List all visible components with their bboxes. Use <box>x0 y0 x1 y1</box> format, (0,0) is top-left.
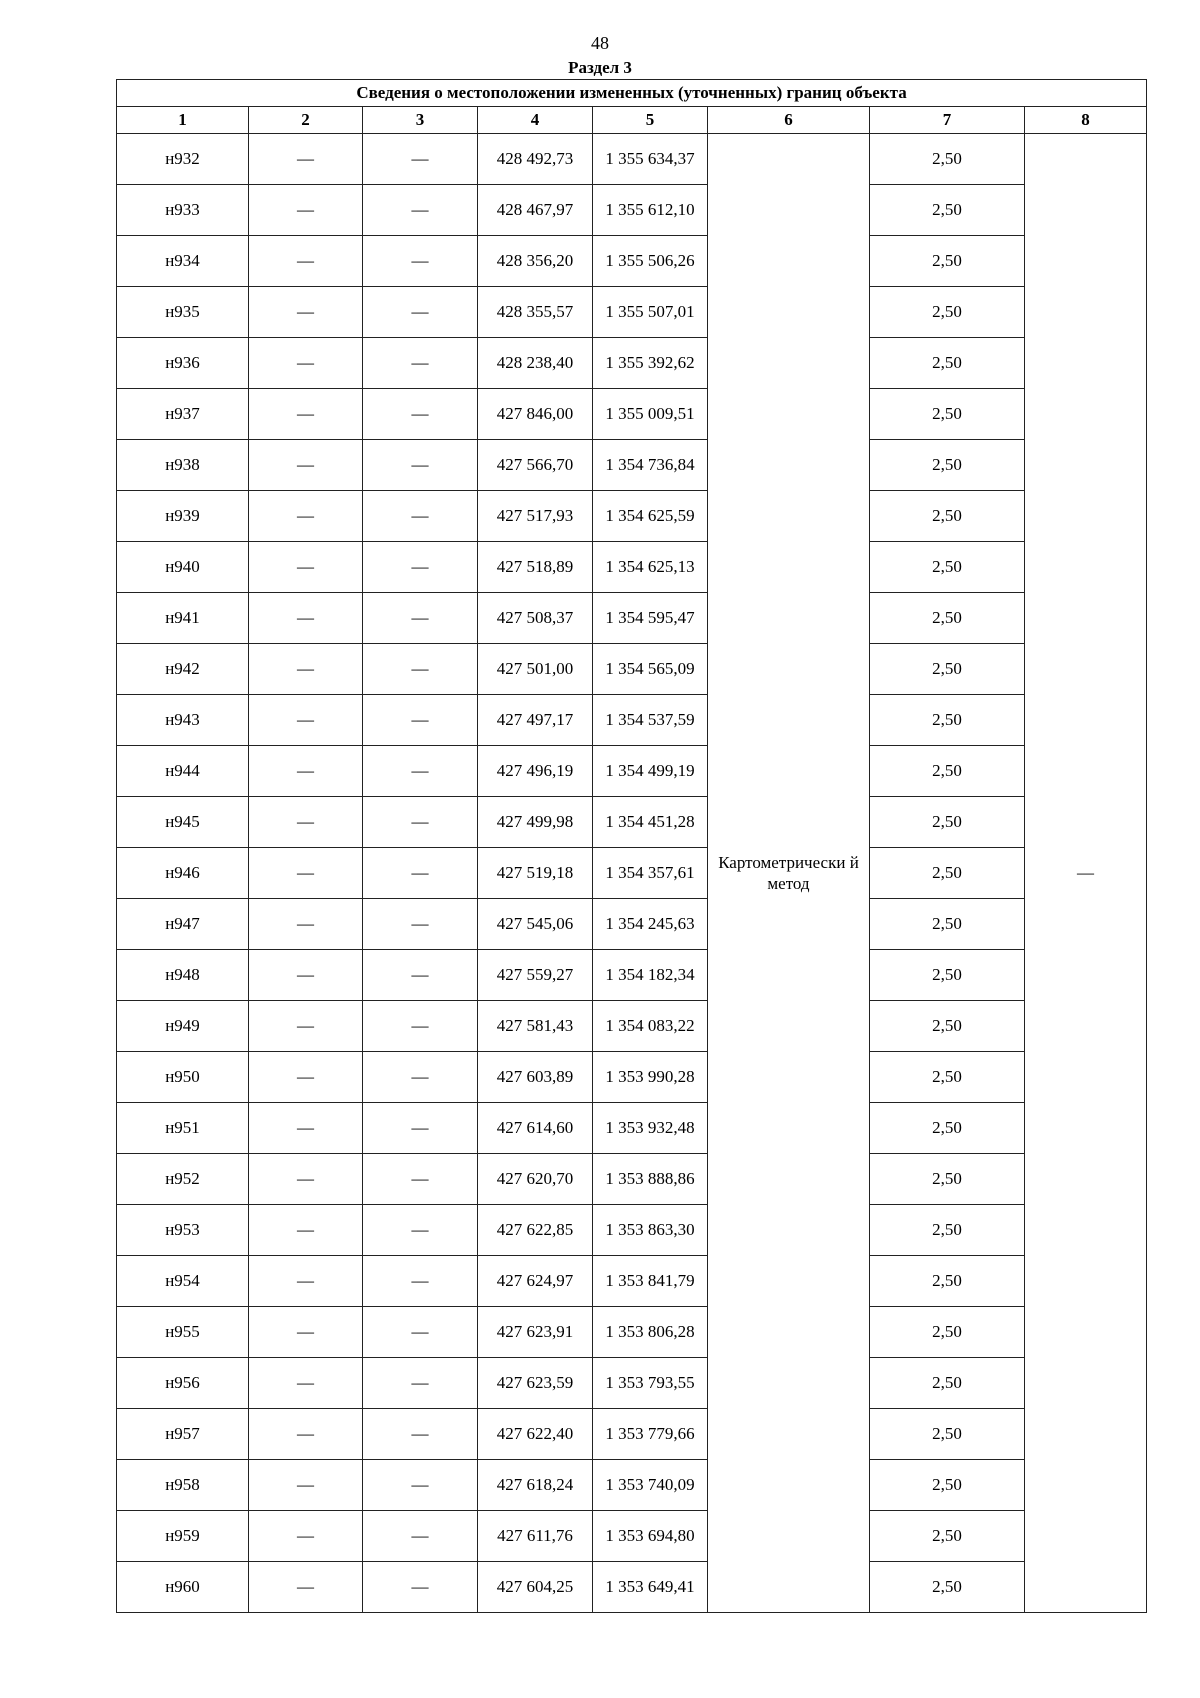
column-3-cell: — <box>363 1103 478 1154</box>
y-coordinate-cell: 1 353 740,09 <box>593 1460 708 1511</box>
column-3-cell: — <box>363 593 478 644</box>
column-header: 3 <box>363 107 478 134</box>
point-number-cell: н940 <box>117 542 249 593</box>
accuracy-cell: 2,50 <box>870 440 1025 491</box>
table-row <box>117 389 1147 440</box>
column-3-cell: — <box>363 338 478 389</box>
x-coordinate-cell: 428 467,97 <box>478 185 593 236</box>
table-caption: Сведения о местоположении измененных (уточненных) границ объекта <box>117 80 1147 107</box>
accuracy-cell: 2,50 <box>870 644 1025 695</box>
x-coordinate-cell: 427 518,89 <box>478 542 593 593</box>
accuracy-cell: 2,50 <box>870 848 1025 899</box>
y-coordinate-cell: 1 353 779,66 <box>593 1409 708 1460</box>
y-coordinate-cell: 1 353 694,80 <box>593 1511 708 1562</box>
column-8-cell: — <box>1025 134 1147 1613</box>
column-3-cell: — <box>363 1052 478 1103</box>
table-row <box>117 695 1147 746</box>
y-coordinate-cell: 1 354 245,63 <box>593 899 708 950</box>
point-number-cell: н942 <box>117 644 249 695</box>
column-3-cell: — <box>363 746 478 797</box>
column-2-cell: — <box>249 1256 363 1307</box>
section-title: Раздел 3 <box>568 58 632 77</box>
table-body <box>117 134 1147 1613</box>
column-2-cell: — <box>249 746 363 797</box>
column-header: 2 <box>249 107 363 134</box>
column-2-cell: — <box>249 1205 363 1256</box>
point-number-cell: н947 <box>117 899 249 950</box>
point-number-cell: н934 <box>117 236 249 287</box>
point-number-cell: н959 <box>117 1511 249 1562</box>
column-2-cell: — <box>249 1001 363 1052</box>
point-number-cell: н943 <box>117 695 249 746</box>
accuracy-cell: 2,50 <box>870 389 1025 440</box>
y-coordinate-cell: 1 354 736,84 <box>593 440 708 491</box>
point-number-cell: н948 <box>117 950 249 1001</box>
table-row <box>117 1154 1147 1205</box>
column-3-cell: — <box>363 797 478 848</box>
table-row <box>117 236 1147 287</box>
column-3-cell: — <box>363 1154 478 1205</box>
point-number-cell: н936 <box>117 338 249 389</box>
x-coordinate-cell: 427 559,27 <box>478 950 593 1001</box>
accuracy-cell: 2,50 <box>870 134 1025 185</box>
y-coordinate-cell: 1 354 595,47 <box>593 593 708 644</box>
y-coordinate-cell: 1 353 932,48 <box>593 1103 708 1154</box>
y-coordinate-cell: 1 353 649,41 <box>593 1562 708 1613</box>
column-3-cell: — <box>363 1358 478 1409</box>
column-2-cell: — <box>249 491 363 542</box>
column-3-cell: — <box>363 236 478 287</box>
column-2-cell: — <box>249 185 363 236</box>
y-coordinate-cell: 1 355 506,26 <box>593 236 708 287</box>
x-coordinate-cell: 427 603,89 <box>478 1052 593 1103</box>
column-2-cell: — <box>249 848 363 899</box>
column-header: 6 <box>708 107 870 134</box>
table-row <box>117 491 1147 542</box>
x-coordinate-cell: 427 508,37 <box>478 593 593 644</box>
column-2-cell: — <box>249 1409 363 1460</box>
y-coordinate-cell: 1 354 083,22 <box>593 1001 708 1052</box>
point-number-cell: н932 <box>117 134 249 185</box>
point-number-cell: н939 <box>117 491 249 542</box>
y-coordinate-cell: 1 354 537,59 <box>593 695 708 746</box>
accuracy-cell: 2,50 <box>870 1103 1025 1154</box>
column-2-cell: — <box>249 1460 363 1511</box>
y-coordinate-cell: 1 355 634,37 <box>593 134 708 185</box>
y-coordinate-cell: 1 353 863,30 <box>593 1205 708 1256</box>
table-row <box>117 440 1147 491</box>
column-2-cell: — <box>249 950 363 1001</box>
point-number-cell: н953 <box>117 1205 249 1256</box>
y-coordinate-cell: 1 353 793,55 <box>593 1358 708 1409</box>
table-row <box>117 797 1147 848</box>
column-3-cell: — <box>363 491 478 542</box>
x-coordinate-cell: 428 238,40 <box>478 338 593 389</box>
table-row <box>117 1205 1147 1256</box>
column-header: 5 <box>593 107 708 134</box>
y-coordinate-cell: 1 353 888,86 <box>593 1154 708 1205</box>
column-2-cell: — <box>249 1103 363 1154</box>
column-3-cell: — <box>363 1460 478 1511</box>
page-number: 48 <box>591 33 609 53</box>
accuracy-cell: 2,50 <box>870 899 1025 950</box>
point-number-cell: н933 <box>117 185 249 236</box>
column-3-cell: — <box>363 287 478 338</box>
column-3-cell: — <box>363 644 478 695</box>
accuracy-cell: 2,50 <box>870 185 1025 236</box>
column-2-cell: — <box>249 1511 363 1562</box>
column-2-cell: — <box>249 134 363 185</box>
column-2-cell: — <box>249 389 363 440</box>
y-coordinate-cell: 1 354 357,61 <box>593 848 708 899</box>
y-coordinate-cell: 1 355 009,51 <box>593 389 708 440</box>
column-3-cell: — <box>363 1001 478 1052</box>
x-coordinate-cell: 427 846,00 <box>478 389 593 440</box>
accuracy-cell: 2,50 <box>870 1511 1025 1562</box>
x-coordinate-cell: 427 620,70 <box>478 1154 593 1205</box>
table-row <box>117 848 1147 899</box>
table-row <box>117 950 1147 1001</box>
point-number-cell: н951 <box>117 1103 249 1154</box>
point-number-cell: н935 <box>117 287 249 338</box>
point-number-cell: н949 <box>117 1001 249 1052</box>
accuracy-cell: 2,50 <box>870 1562 1025 1613</box>
column-3-cell: — <box>363 848 478 899</box>
column-header: 8 <box>1025 107 1147 134</box>
column-2-cell: — <box>249 593 363 644</box>
column-2-cell: — <box>249 542 363 593</box>
column-2-cell: — <box>249 1154 363 1205</box>
accuracy-cell: 2,50 <box>870 1205 1025 1256</box>
table-row <box>117 134 1147 185</box>
accuracy-cell: 2,50 <box>870 1256 1025 1307</box>
column-2-cell: — <box>249 695 363 746</box>
column-2-cell: — <box>249 440 363 491</box>
y-coordinate-cell: 1 353 841,79 <box>593 1256 708 1307</box>
x-coordinate-cell: 427 501,00 <box>478 644 593 695</box>
point-number-cell: н952 <box>117 1154 249 1205</box>
y-coordinate-cell: 1 353 806,28 <box>593 1307 708 1358</box>
x-coordinate-cell: 427 517,93 <box>478 491 593 542</box>
point-number-cell: н956 <box>117 1358 249 1409</box>
x-coordinate-cell: 427 611,76 <box>478 1511 593 1562</box>
table-row <box>117 593 1147 644</box>
column-2-cell: — <box>249 287 363 338</box>
column-3-cell: — <box>363 389 478 440</box>
column-2-cell: — <box>249 644 363 695</box>
point-number-cell: н960 <box>117 1562 249 1613</box>
table-row <box>117 1052 1147 1103</box>
y-coordinate-cell: 1 354 499,19 <box>593 746 708 797</box>
column-header: 4 <box>478 107 593 134</box>
column-3-cell: — <box>363 185 478 236</box>
x-coordinate-cell: 427 604,25 <box>478 1562 593 1613</box>
point-number-cell: н958 <box>117 1460 249 1511</box>
accuracy-cell: 2,50 <box>870 695 1025 746</box>
column-3-cell: — <box>363 899 478 950</box>
y-coordinate-cell: 1 354 625,59 <box>593 491 708 542</box>
table-row <box>117 899 1147 950</box>
table-row <box>117 1001 1147 1052</box>
accuracy-cell: 2,50 <box>870 1307 1025 1358</box>
accuracy-cell: 2,50 <box>870 1409 1025 1460</box>
accuracy-cell: 2,50 <box>870 287 1025 338</box>
accuracy-cell: 2,50 <box>870 1358 1025 1409</box>
point-number-cell: н955 <box>117 1307 249 1358</box>
y-coordinate-cell: 1 355 392,62 <box>593 338 708 389</box>
y-coordinate-cell: 1 354 625,13 <box>593 542 708 593</box>
column-3-cell: — <box>363 1562 478 1613</box>
table-row <box>117 542 1147 593</box>
accuracy-cell: 2,50 <box>870 542 1025 593</box>
table-row <box>117 1307 1147 1358</box>
column-3-cell: — <box>363 950 478 1001</box>
x-coordinate-cell: 427 545,06 <box>478 899 593 950</box>
x-coordinate-cell: 428 492,73 <box>478 134 593 185</box>
method-cell: Картометрически й метод <box>708 134 870 1613</box>
accuracy-cell: 2,50 <box>870 593 1025 644</box>
column-3-cell: — <box>363 1307 478 1358</box>
x-coordinate-cell: 428 355,57 <box>478 287 593 338</box>
column-2-cell: — <box>249 236 363 287</box>
coordinates-table <box>116 79 1147 1613</box>
y-coordinate-cell: 1 354 451,28 <box>593 797 708 848</box>
column-2-cell: — <box>249 1562 363 1613</box>
x-coordinate-cell: 427 497,17 <box>478 695 593 746</box>
column-3-cell: — <box>363 134 478 185</box>
column-2-cell: — <box>249 338 363 389</box>
column-3-cell: — <box>363 1205 478 1256</box>
x-coordinate-cell: 427 499,98 <box>478 797 593 848</box>
x-coordinate-cell: 427 566,70 <box>478 440 593 491</box>
y-coordinate-cell: 1 355 612,10 <box>593 185 708 236</box>
x-coordinate-cell: 427 622,40 <box>478 1409 593 1460</box>
column-3-cell: — <box>363 695 478 746</box>
column-2-cell: — <box>249 899 363 950</box>
column-3-cell: — <box>363 1409 478 1460</box>
table-row <box>117 1409 1147 1460</box>
point-number-cell: н937 <box>117 389 249 440</box>
accuracy-cell: 2,50 <box>870 950 1025 1001</box>
column-3-cell: — <box>363 542 478 593</box>
accuracy-cell: 2,50 <box>870 746 1025 797</box>
y-coordinate-cell: 1 353 990,28 <box>593 1052 708 1103</box>
y-coordinate-cell: 1 354 565,09 <box>593 644 708 695</box>
table-row <box>117 1103 1147 1154</box>
column-2-cell: — <box>249 1052 363 1103</box>
table-row <box>117 746 1147 797</box>
table-row <box>117 1511 1147 1562</box>
point-number-cell: н950 <box>117 1052 249 1103</box>
table-row <box>117 1562 1147 1613</box>
point-number-cell: н957 <box>117 1409 249 1460</box>
y-coordinate-cell: 1 355 507,01 <box>593 287 708 338</box>
table-row <box>117 185 1147 236</box>
x-coordinate-cell: 427 623,59 <box>478 1358 593 1409</box>
accuracy-cell: 2,50 <box>870 1052 1025 1103</box>
table-row <box>117 1358 1147 1409</box>
accuracy-cell: 2,50 <box>870 1460 1025 1511</box>
point-number-cell: н941 <box>117 593 249 644</box>
x-coordinate-cell: 427 623,91 <box>478 1307 593 1358</box>
x-coordinate-cell: 427 618,24 <box>478 1460 593 1511</box>
table-row <box>117 287 1147 338</box>
column-header: 1 <box>117 107 249 134</box>
table-row <box>117 338 1147 389</box>
x-coordinate-cell: 427 581,43 <box>478 1001 593 1052</box>
x-coordinate-cell: 427 496,19 <box>478 746 593 797</box>
column-2-cell: — <box>249 797 363 848</box>
accuracy-cell: 2,50 <box>870 1001 1025 1052</box>
accuracy-cell: 2,50 <box>870 236 1025 287</box>
accuracy-cell: 2,50 <box>870 338 1025 389</box>
table-row <box>117 1256 1147 1307</box>
column-2-cell: — <box>249 1358 363 1409</box>
point-number-cell: н945 <box>117 797 249 848</box>
accuracy-cell: 2,50 <box>870 1154 1025 1205</box>
point-number-cell: н946 <box>117 848 249 899</box>
x-coordinate-cell: 427 622,85 <box>478 1205 593 1256</box>
point-number-cell: н954 <box>117 1256 249 1307</box>
table-row <box>117 644 1147 695</box>
column-3-cell: — <box>363 1511 478 1562</box>
table-row <box>117 1460 1147 1511</box>
y-coordinate-cell: 1 354 182,34 <box>593 950 708 1001</box>
column-3-cell: — <box>363 1256 478 1307</box>
x-coordinate-cell: 427 624,97 <box>478 1256 593 1307</box>
point-number-cell: н944 <box>117 746 249 797</box>
x-coordinate-cell: 427 519,18 <box>478 848 593 899</box>
x-coordinate-cell: 427 614,60 <box>478 1103 593 1154</box>
x-coordinate-cell: 428 356,20 <box>478 236 593 287</box>
column-3-cell: — <box>363 440 478 491</box>
accuracy-cell: 2,50 <box>870 797 1025 848</box>
accuracy-cell: 2,50 <box>870 491 1025 542</box>
column-2-cell: — <box>249 1307 363 1358</box>
point-number-cell: н938 <box>117 440 249 491</box>
column-header: 7 <box>870 107 1025 134</box>
